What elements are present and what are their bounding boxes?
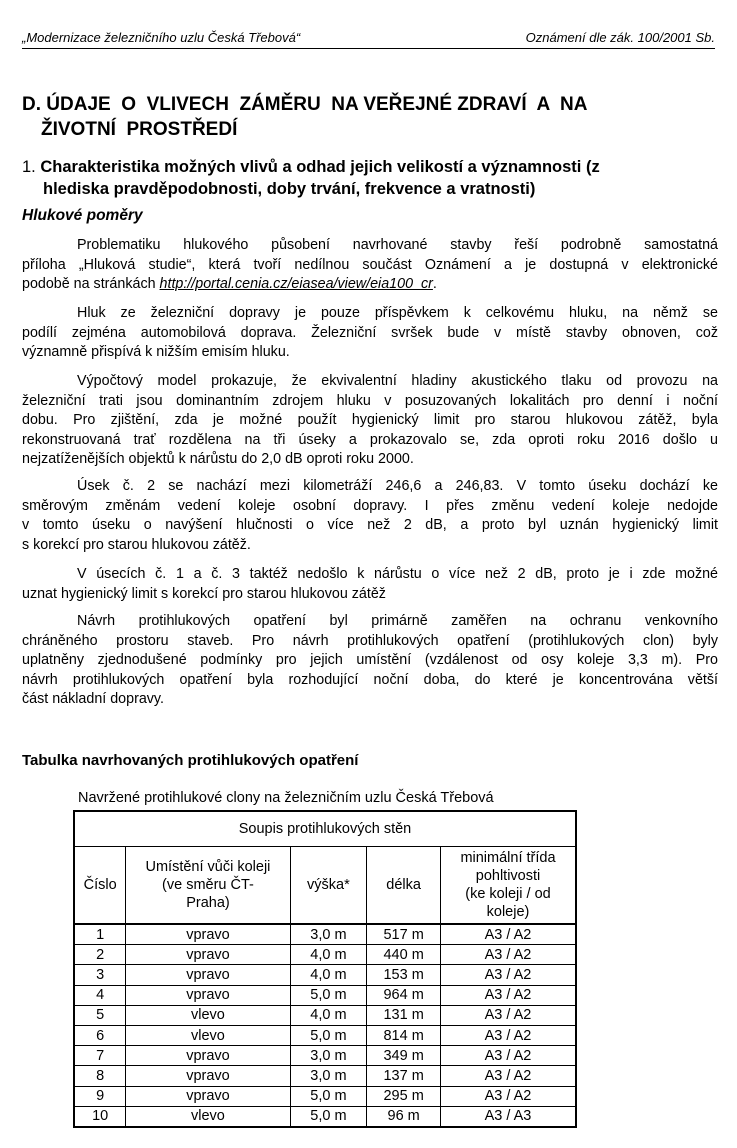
col-header-cislo: Číslo xyxy=(74,847,126,925)
p6-line1: Návrh protihlukových opatření byl primárně zaměřen na ochranu venkovního xyxy=(77,613,718,629)
col-header-trida-line4: koleje) xyxy=(486,904,530,920)
p3-line3: dobu. Pro zjištění, zda je možné použít hygienický limit pro starou hlukovou zátěž, byla xyxy=(22,412,718,429)
p6-line2: chráněného prostoru staveb. Pro návrh protihlukových opatření (protihlukových clon) byly xyxy=(22,632,718,649)
table-row xyxy=(74,1086,576,1106)
page-header xyxy=(22,30,715,49)
paragraph-4 xyxy=(22,477,718,555)
cell-trida: A3 / A2 xyxy=(440,965,576,985)
table-row xyxy=(74,985,576,1005)
table-row xyxy=(74,965,576,985)
cell-cislo: 7 xyxy=(74,1046,126,1066)
cell-vyska: 3,0 m xyxy=(290,1066,367,1086)
p2-line3: významně přispívá k nižším emisím hluku. xyxy=(22,344,290,361)
cell-cislo: 2 xyxy=(74,945,126,965)
cell-delka: 964 m xyxy=(367,985,441,1005)
p4-line4: s korekcí pro starou hlukovou zátěž. xyxy=(22,536,251,553)
table-row xyxy=(74,1046,576,1066)
table-section-title: Tabulka navrhovaných protihlukových opatření xyxy=(22,752,359,769)
p2-line2: podílí zejména automobilová doprava. Železniční svršek bude v místě stavby obnoven, což xyxy=(22,324,718,341)
noise-barrier-table xyxy=(73,810,577,1128)
col-header-delka: délka xyxy=(367,847,441,925)
cell-cislo: 5 xyxy=(74,1005,126,1025)
cell-delka: 96 m xyxy=(367,1106,441,1127)
cell-delka: 153 m xyxy=(367,965,441,985)
header-legal-reference: Oznámení dle zák. 100/2001 Sb. xyxy=(525,30,715,45)
p1-line2: příloha „Hluková studie“, která tvoří nedílnou součást Oznámení a je dostupná v elektronické xyxy=(22,256,718,273)
table-row xyxy=(74,945,576,965)
cell-umisteni: vlevo xyxy=(126,1025,290,1045)
cell-cislo: 9 xyxy=(74,1086,126,1106)
subsection-title-line1: Charakteristika možných vlivů a odhad jejich velikostí a významnosti (z xyxy=(40,158,600,176)
paragraph-5 xyxy=(22,565,718,604)
cell-umisteni: vpravo xyxy=(126,924,290,945)
section-title xyxy=(22,92,702,142)
cell-cislo: 8 xyxy=(74,1066,126,1086)
p1-line3-end: . xyxy=(432,276,437,293)
table-row xyxy=(74,1106,576,1127)
p6-line5: část nákladní dopravy. xyxy=(22,691,164,708)
cell-umisteni: vpravo xyxy=(126,1046,290,1066)
p3-line5: nejzatíženějších objektů k nárůstu do 2,0 dB oproti roku 2000. xyxy=(22,451,414,468)
cell-vyska: 4,0 m xyxy=(290,1005,367,1025)
p6-line3: uplatněny zjednodušené podmínky pro jejich umístění (vzdálenost od osy koleje 3,3 m). Pro xyxy=(22,652,718,669)
subsection-number: 1. xyxy=(22,158,36,176)
p5-line1: V úsecích č. 1 a č. 3 taktéž nedošlo k nárůstu o více než 2 dB, proto je i zde možné xyxy=(77,566,718,582)
cell-trida: A3 / A2 xyxy=(440,945,576,965)
col-header-trida-line2: pohltivosti xyxy=(475,868,541,884)
col-header-trida-line3: (ke koleji / od xyxy=(465,886,551,902)
paragraph-2 xyxy=(22,304,718,363)
col-header-umisteni-line3: Praha) xyxy=(186,895,230,911)
table-row xyxy=(74,1066,576,1086)
p3-line1: Výpočtový model prokazuje, že ekvivalentní hladiny akustického tlaku od provozu na xyxy=(77,373,718,389)
portal-link[interactable]: http://portal.cenia.cz/eiasea/view/eia100_cr xyxy=(159,276,433,293)
cell-cislo: 4 xyxy=(74,985,126,1005)
subheading-noise: Hlukové poměry xyxy=(22,207,143,224)
cell-vyska: 3,0 m xyxy=(290,924,367,945)
p3-line4: rekonstruovaná trať rozdělena na tři úseky a prokazovalo se, zda oproti roku 2016 došlo u xyxy=(22,431,718,448)
p6-line4: návrh protihlukových opatření byla rozhodující noční doba, do které je koncentrována větší xyxy=(22,671,718,688)
p4-line1: Úsek č. 2 se nachází mezi kilometráží 246,6 a 246,83. V tomto úseku dochází ke xyxy=(77,478,718,494)
cell-trida: A3 / A2 xyxy=(440,1025,576,1045)
cell-vyska: 5,0 m xyxy=(290,985,367,1005)
cell-delka: 349 m xyxy=(367,1046,441,1066)
header-project-title: „Modernizace železničního uzlu Česká Třebová“ xyxy=(22,30,301,45)
p1-line3-text: podobě na stránkách xyxy=(22,276,160,293)
p4-line3: v tomto úseku o navýšení hlučnosti o více než 2 dB, a proto byl uznán hygienický limit xyxy=(22,517,718,534)
cell-delka: 295 m xyxy=(367,1086,441,1106)
cell-vyska: 5,0 m xyxy=(290,1086,367,1106)
paragraph-3 xyxy=(22,372,718,470)
cell-umisteni: vlevo xyxy=(126,1106,290,1127)
cell-cislo: 10 xyxy=(74,1106,126,1127)
cell-trida: A3 / A2 xyxy=(440,1066,576,1086)
p5-line2: uznat hygienický limit s korekcí pro starou hlukovou zátěž xyxy=(22,585,386,602)
section-title-line1: D. ÚDAJE O VLIVECH ZÁMĚRU NA VEŘEJNÉ ZDRAVÍ A NA xyxy=(22,94,588,115)
p1-line1: Problematiku hlukového působení navrhované stavby řeší podrobně samostatná xyxy=(77,237,718,253)
table-title: Soupis protihlukových stěn xyxy=(74,811,576,847)
p2-line1: Hluk ze železniční dopravy je pouze příspěvkem k celkovému hluku, na němž se xyxy=(77,305,718,321)
cell-trida: A3 / A2 xyxy=(440,1046,576,1066)
p3-line2: železniční trati jsou dominantním zdrojem hluku v posuzovaných lokalitách pro denní i noční xyxy=(22,392,718,409)
col-header-umisteni-line2: (ve směru ČT- xyxy=(162,877,254,893)
cell-vyska: 5,0 m xyxy=(290,1106,367,1127)
section-title-line2: ŽIVOTNÍ PROSTŘEDÍ xyxy=(41,119,238,140)
paragraph-6 xyxy=(22,612,718,710)
cell-delka: 517 m xyxy=(367,924,441,945)
paragraph-1 xyxy=(22,236,718,295)
col-header-umisteni xyxy=(126,847,290,925)
cell-umisteni: vpravo xyxy=(126,1086,290,1106)
cell-cislo: 3 xyxy=(74,965,126,985)
col-header-umisteni-line1: Umístění vůči koleji xyxy=(145,859,271,875)
cell-trida: A3 / A3 xyxy=(440,1106,576,1127)
table-row xyxy=(74,924,576,945)
cell-umisteni: vpravo xyxy=(126,945,290,965)
cell-vyska: 4,0 m xyxy=(290,965,367,985)
cell-umisteni: vpravo xyxy=(126,1066,290,1086)
subsection-title xyxy=(22,156,722,200)
cell-trida: A3 / A2 xyxy=(440,924,576,945)
cell-umisteni: vpravo xyxy=(126,985,290,1005)
cell-trida: A3 / A2 xyxy=(440,985,576,1005)
table-row xyxy=(74,1025,576,1045)
cell-trida: A3 / A2 xyxy=(440,1086,576,1106)
col-header-vyska: výška* xyxy=(290,847,367,925)
subsection-title-line2: hlediska pravděpodobnosti, doby trvání, frekvence a vratnosti) xyxy=(43,180,536,198)
p4-line2: směrovým změnám vedení koleje osobní dopravy. I přes změnu vedení koleje nedojde xyxy=(22,497,718,514)
table-row xyxy=(74,1005,576,1025)
cell-delka: 814 m xyxy=(367,1025,441,1045)
cell-vyska: 4,0 m xyxy=(290,945,367,965)
cell-umisteni: vlevo xyxy=(126,1005,290,1025)
col-header-trida-line1: minimální třída xyxy=(460,850,556,866)
col-header-trida xyxy=(440,847,576,925)
cell-vyska: 5,0 m xyxy=(290,1025,367,1045)
cell-delka: 131 m xyxy=(367,1005,441,1025)
cell-umisteni: vpravo xyxy=(126,965,290,985)
cell-delka: 137 m xyxy=(367,1066,441,1086)
cell-cislo: 6 xyxy=(74,1025,126,1045)
cell-trida: A3 / A2 xyxy=(440,1005,576,1025)
table-caption: Navržené protihlukové clony na železničním uzlu Česká Třebová xyxy=(78,790,494,806)
cell-cislo: 1 xyxy=(74,924,126,945)
cell-vyska: 3,0 m xyxy=(290,1046,367,1066)
cell-delka: 440 m xyxy=(367,945,441,965)
